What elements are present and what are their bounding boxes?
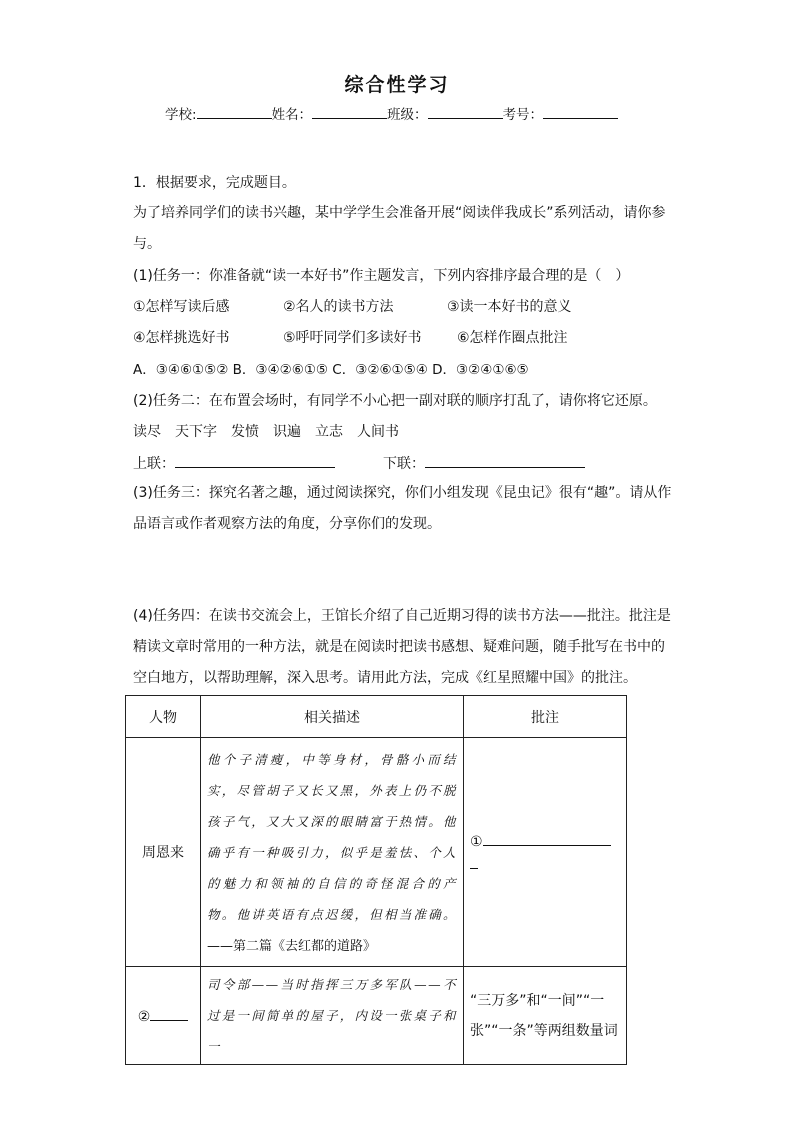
description-cell [201, 967, 464, 1065]
upper-couplet-blank[interactable] [175, 453, 335, 468]
note-cell [464, 738, 627, 967]
description-source: ——第二篇《去红都的道路》 [207, 939, 377, 954]
task1-items-row2 [133, 327, 568, 347]
description-cell [201, 738, 464, 967]
task3-prompt: (3)任务三：探究名著之趣，通过阅读探究，你们小组发现《昆虫记》很有“趣”。请从作品语言或作者观察方法的角度，分享你们的发现。 [133, 485, 672, 532]
task1-item: ①怎样写读后感 [133, 299, 230, 315]
person-answer-blank[interactable] [150, 1006, 188, 1021]
task2-words: 读尽 天下字 发愤 识遍 立志 人间书 [133, 424, 399, 440]
task1-items-row1 [133, 296, 572, 316]
task1-item: ④怎样挑选好书 [133, 330, 230, 346]
class-blank[interactable] [428, 104, 503, 119]
task1-item: ②名人的读书方法 [283, 299, 394, 315]
task1-options: A．③④⑥①⑤② B．③④②⑥①⑤ C．③②⑥①⑤④ D．③②④①⑥⑤ [133, 362, 529, 378]
table-header-row [126, 696, 627, 738]
class-label: 班级： [387, 107, 428, 123]
question-stem: 1．根据要求，完成题目。 [133, 175, 296, 191]
name-blank[interactable] [312, 104, 387, 119]
lower-couplet-blank[interactable] [425, 453, 585, 468]
school-label: 学校: [165, 107, 197, 123]
name-label: 姓名： [271, 107, 313, 123]
student-info-line [165, 103, 618, 123]
task1-item: ③读一本好书的意义 [447, 299, 572, 315]
number-label: 考号： [502, 107, 544, 123]
upper-couplet-label: 上联： [133, 456, 175, 472]
task1-prompt: (1)任务一：你准备就“读一本好书”作主题发言，下列内容排序最合理的是（ ） [133, 268, 630, 284]
question-intro: 为了培养同学们的读书兴趣，某中学学生会准备开展“阅读伴我成长”系列活动，请你参与。 [133, 205, 666, 252]
task4-prompt: (4)任务四：在读书交流会上，王馆长介绍了自己近期习得的读书方法——批注。批注是精读文章时常用的一种方法，就是在阅读时把读书感想、疑难问题，随手批写在书中的空白地方，以帮助理解，深入思考。请用此方法，完成《红星照耀中国》的批注。 [133, 608, 671, 686]
task2-prompt: (2)任务二：在布置会场时，有同学不小心把一副对联的顺序打乱了，请你将它还原。 [133, 393, 657, 409]
description-text: 司令部——当时指挥三万多军队——不过是一间简单的屋子，内设一张桌子和一 [207, 977, 457, 1054]
annotation-table [125, 695, 627, 1065]
table-header-cell: 相关描述 [201, 696, 464, 738]
table-row [126, 738, 627, 967]
note-answer-blank[interactable] [483, 831, 611, 846]
lower-couplet-label: 下联： [383, 456, 425, 472]
task1-item: ⑥怎样作圈点批注 [457, 330, 568, 346]
note-answer-blank-tail[interactable] [470, 854, 478, 869]
person-mark: ② [137, 1009, 151, 1025]
couplet-answer-line [133, 453, 585, 473]
note-mark: ① [470, 834, 483, 850]
note-text: “三万多”和“一间”“一张”“一条”等两组数量词 [470, 992, 618, 1039]
table-header-cell: 人物 [126, 696, 201, 738]
person-cell: 周恩来 [126, 738, 201, 967]
note-cell [464, 967, 627, 1065]
description-body: 他个子清瘦，中等身材，骨骼小而结实，尽管胡子又长又黑，外表上仍不脱孩子气，又大又深的眼睛富于热情。他确乎有一种吸引力，似乎是羞怯、个人的魅力和领袖的自信的奇怪混合的产物。他讲英语有点迟缓，但相当准确。 [207, 752, 457, 922]
person-cell [126, 967, 201, 1065]
description-text [201, 740, 463, 964]
table-header-cell: 批注 [464, 696, 627, 738]
task1-item: ⑤呼吁同学们多读好书 [283, 330, 422, 346]
page-title: 综合性学习 [344, 74, 450, 96]
school-blank[interactable] [197, 104, 272, 119]
number-blank[interactable] [543, 104, 618, 119]
table-row [126, 967, 627, 1065]
